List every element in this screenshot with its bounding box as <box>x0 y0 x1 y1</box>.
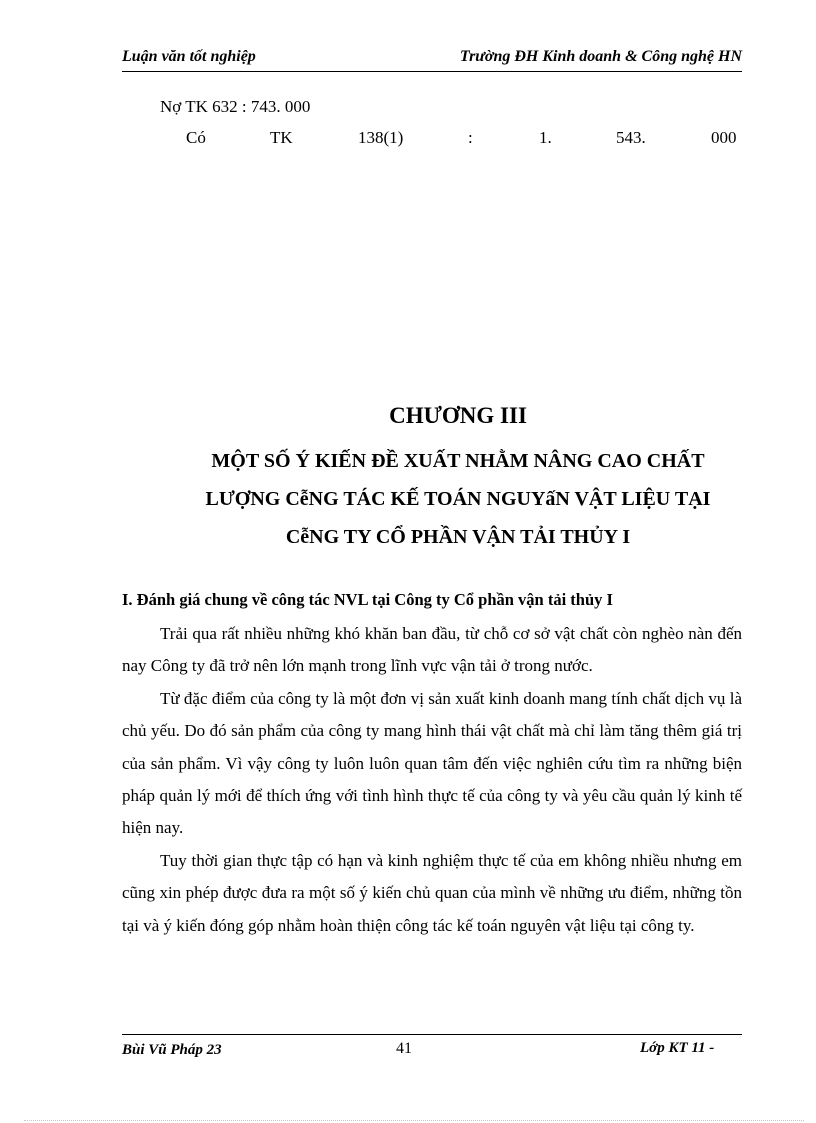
chapter-title: CHƯƠNG III <box>389 403 527 428</box>
credit-account: 138(1) <box>358 128 404 147</box>
section-title: I. Đánh giá chung về công tác NVL tại Công ty Cổ phần vận tải thủy I <box>122 590 613 609</box>
chapter-subtitle-line: LƯỢNG CễNG TÁC KẾ TOÁN NGUYấN VẬT LIỆU TẠI <box>205 488 711 510</box>
body-paragraph: Trải qua rất nhiều những khó khăn ban đầu, từ chỗ cơ sở vật chất còn nghèo nàn đến nay Công ty đã trở nên lớn mạnh trong lĩnh vực vận tải ở trong nước. <box>122 624 742 676</box>
header-university-label: Trường ĐH Kinh doanh & Công nghệ HN <box>459 48 742 65</box>
body-paragraph: Tuy thời gian thực tập có hạn và kinh nghiệm thực tế của em không nhiều nhưng em cũng xin phép được đưa ra một số ý kiến chủ quan của mình về những ưu điểm, những tồn tại và ý kiến đóng góp nhằm hoàn thiện công tác kế toán nguyên vật liệu tại công ty. <box>122 850 742 935</box>
page-edge-divider <box>24 1120 804 1121</box>
header-divider <box>122 71 742 72</box>
section-body <box>122 618 742 942</box>
credit-amount-part-3: 000 <box>711 128 737 147</box>
header-thesis-label: Luận văn tốt nghiệp <box>122 48 256 65</box>
journal-debit-line: Nợ TK 632 : 743. 000 <box>160 97 311 116</box>
page-number: 41 <box>396 1040 412 1057</box>
credit-account-word: TK <box>270 128 293 147</box>
footer-author: Bùi Vũ Pháp 23 <box>122 1042 222 1058</box>
chapter-subtitle-line: CễNG TY CỔ PHẦN VẬN TẢI THỦY I <box>285 526 631 548</box>
credit-colon: : <box>468 128 473 147</box>
footer-class: Lớp KT 11 - <box>640 1040 715 1056</box>
chapter-subtitle-line: MỘT SỐ Ý KIẾN ĐỀ XUẤT NHẰM NÂNG CAO CHẤT <box>211 450 705 472</box>
credit-label: Có <box>186 128 206 147</box>
credit-amount-part-1: 1. <box>539 128 552 147</box>
footer-divider <box>122 1034 742 1035</box>
page-header <box>122 46 742 70</box>
credit-amount-part-2: 543. <box>616 128 646 147</box>
chapter-heading <box>150 400 766 556</box>
body-paragraph: Từ đặc điểm của công ty là một đơn vị sản xuất kinh doanh mang tính chất dịch vụ là chủ yếu. Do đó sản phẩm của công ty mang hình thái vật chất mà chỉ làm tăng thêm giá trị của sản phẩm. Vì vậy công ty luôn luôn quan tâm đến việc nghiên cứu tìm ra những biện pháp quản lý mới để thích ứng với tình hình thực tế của công ty và yêu cầu quản lý kinh tế hiện nay. <box>122 688 742 838</box>
